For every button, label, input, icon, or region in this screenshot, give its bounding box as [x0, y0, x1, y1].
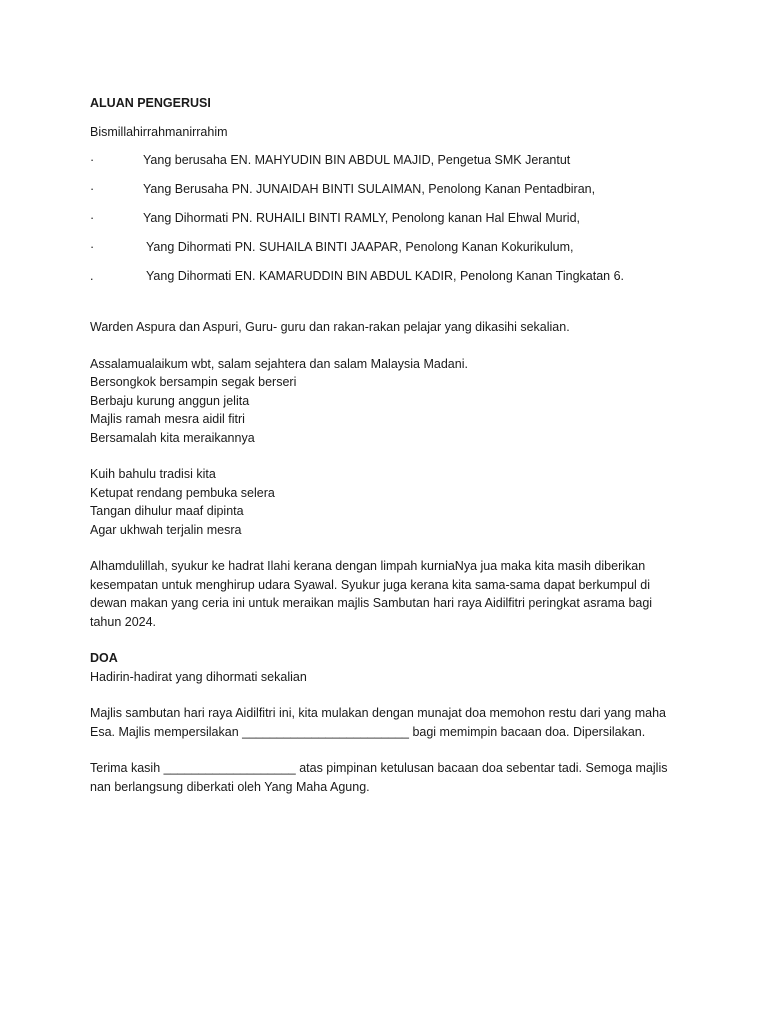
- list-item-text: Yang berusaha EN. MAHYUDIN BIN ABDUL MAJID, Pengetua SMK Jerantut: [143, 153, 571, 167]
- paragraph-line: dewan makan yang ceria ini untuk meraikan majlis Sambutan hari raya Aidilfitri peringkat asrama bagi: [90, 596, 653, 610]
- document-body: [90, 94, 690, 814]
- paragraph-line: nan berlangsung diberkati oleh Yang Maha Agung.: [90, 779, 370, 794]
- paragraph-line: Terima kasih ___________________ atas pimpinan ketulusan bacaan doa sebentar tadi. Semoga majlis: [90, 761, 668, 775]
- spacer: [90, 296, 690, 318]
- list-item: [90, 267, 690, 286]
- verse-line: Agar ukhwah terjalin mesra: [90, 522, 242, 537]
- bullet-mark: .: [90, 269, 94, 283]
- opening-line: Bismillahirrahmanirrahim: [90, 124, 228, 139]
- list-item: [90, 238, 690, 257]
- majlis-paragraph: [90, 704, 690, 741]
- list-item-text: Yang Dihormati PN. SUHAILA BINTI JAAPAR, Penolong Kanan Kokurikulum,: [146, 240, 574, 254]
- paragraph-line: tahun 2024.: [90, 614, 157, 629]
- verse-line: Assalamualaikum wbt, salam sejahtera dan salam Malaysia Madani.: [90, 356, 468, 371]
- paragraph-line: Majlis sambutan hari raya Aidilfitri ini, kita mulakan dengan munajat doa memohon restu dari yang maha: [90, 706, 666, 720]
- verse-line: Bersamalah kita meraikannya: [90, 430, 255, 445]
- verse-line: Tangan dihulur maaf dipinta: [90, 504, 244, 518]
- list-item-text: Yang Dihormati PN. RUHAILI BINTI RAMLY, Penolong kanan Hal Ehwal Murid,: [143, 211, 580, 225]
- alhamdulillah-paragraph: [90, 557, 690, 631]
- doa-section: [90, 649, 690, 686]
- verse-block-2: [90, 465, 690, 539]
- hadirin-line: Hadirin-hadirat yang dihormati sekalian: [90, 669, 307, 684]
- paragraph-line: Esa. Majlis mempersilakan ________________________ bagi memimpin bacaan doa. Dipersilakan.: [90, 724, 646, 739]
- verse-line: Ketupat rendang pembuka selera: [90, 485, 275, 500]
- paragraph-line: kesempatan untuk menghirup udara Syawal. Syukur juga kerana kita sama-sama dapat berkumpul di: [90, 577, 651, 592]
- bullet-mark: ·: [90, 182, 95, 196]
- verse-block-1: [90, 355, 690, 448]
- bullet-mark: ·: [90, 153, 95, 167]
- bullet-mark: ·: [90, 240, 95, 254]
- paragraph-line: Alhamdulillah, syukur ke hadrat Ilahi kerana dengan limpah kurniaNya jua maka kita masih diberikan: [90, 559, 646, 573]
- terima-kasih-paragraph: [90, 759, 690, 796]
- list-item: [90, 180, 690, 199]
- salutation-list: [90, 151, 690, 286]
- document-heading: ALUAN PENGERUSI: [90, 96, 211, 110]
- list-item-text: Yang Dihormati EN. KAMARUDDIN BIN ABDUL KADIR, Penolong Kanan Tingkatan 6.: [146, 269, 624, 283]
- warden-line: Warden Aspura dan Aspuri, Guru- guru dan rakan-rakan pelajar yang dikasihi sekalian.: [90, 320, 570, 334]
- list-item: [90, 209, 690, 228]
- verse-line: Kuih bahulu tradisi kita: [90, 467, 216, 481]
- list-item: [90, 151, 690, 170]
- bullet-mark: ·: [90, 211, 95, 225]
- list-item-text: Yang Berusaha PN. JUNAIDAH BINTI SULAIMAN, Penolong Kanan Pentadbiran,: [143, 182, 596, 196]
- verse-line: Bersongkok bersampin segak berseri: [90, 375, 297, 389]
- verse-line: Berbaju kurung anggun jelita: [90, 393, 250, 408]
- verse-line: Majlis ramah mesra aidil fitri: [90, 412, 245, 426]
- section-heading-doa: DOA: [90, 651, 118, 665]
